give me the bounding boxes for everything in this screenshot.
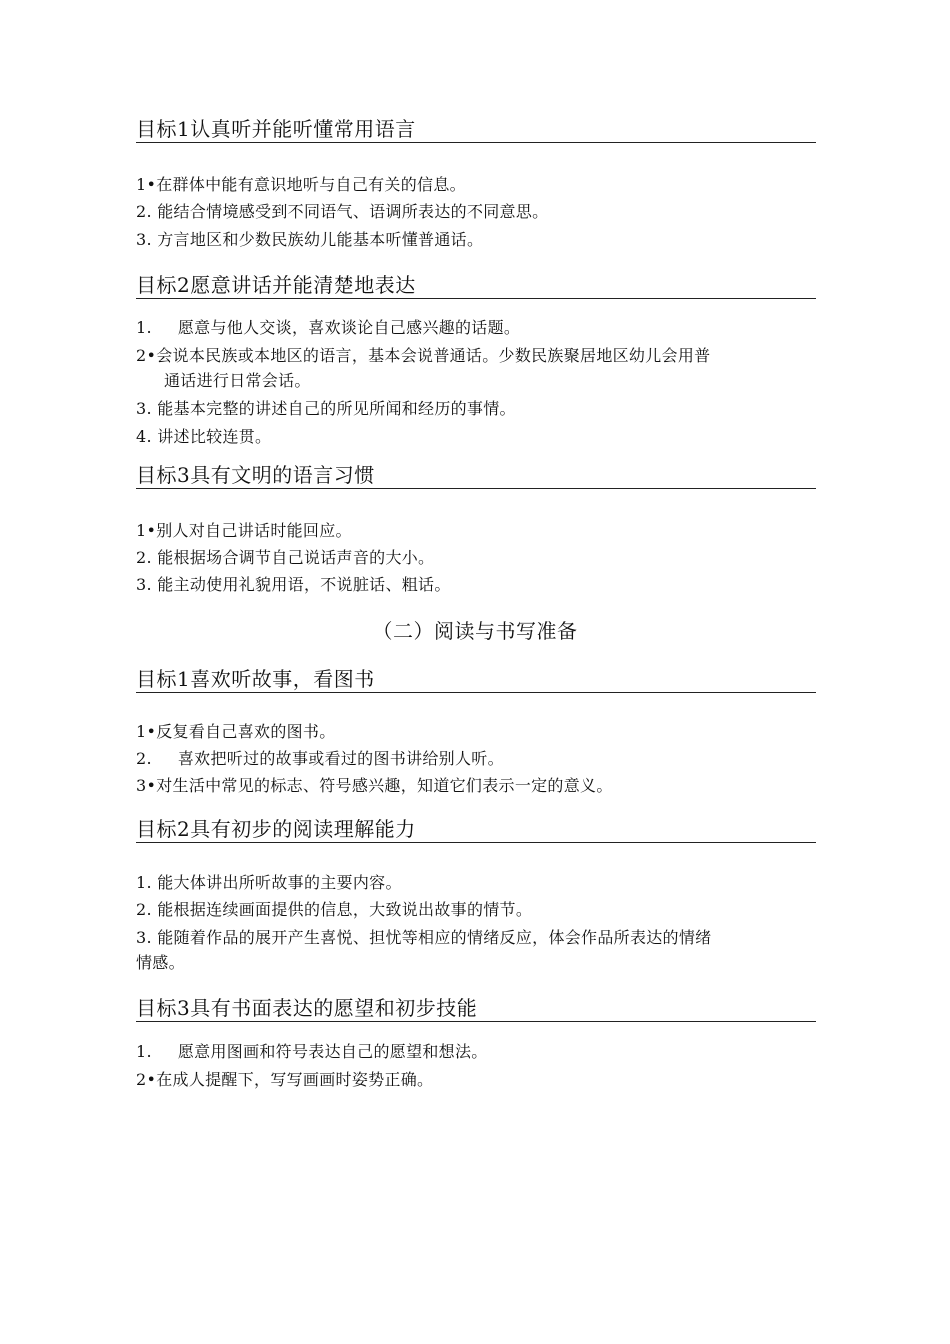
item-number: 1. (136, 1042, 152, 1061)
list-item: 4. 讲述比较连贯。 (136, 427, 272, 446)
item-text: 喜欢把听过的故事或看过的图书讲给别人听。 (177, 749, 504, 768)
item-line: 2•会说本民族或本地区的语言，基本会说普通话。少数民族聚居地区幼儿会用普 (136, 346, 711, 365)
list-item: 2. 能根据场合调节自己说话声音的大小。 (136, 548, 435, 567)
list-item: 2•在成人提醒下，写写画画时姿势正确。 (136, 1070, 434, 1089)
goal-heading: 目标2具有初步的阅读理解能力 (136, 816, 816, 843)
goal-heading: 目标3具有文明的语言习惯 (136, 462, 816, 489)
list-item (136, 748, 816, 770)
section-title: （二）阅读与书写准备 (372, 619, 578, 643)
list-item (136, 1041, 816, 1063)
goal-heading: 目标3具有书面表达的愿望和初步技能 (136, 995, 816, 1022)
list-item: 3. 方言地区和少数民族幼儿能基本听懂普通话。 (136, 230, 484, 249)
list-item: 3. 能主动使用礼貌用语，不说脏话、粗话。 (136, 575, 451, 594)
item-line-continued: 情感。 (136, 953, 185, 972)
list-item (136, 927, 816, 974)
list-item: 1•在群体中能有意识地听与自己有关的信息。 (136, 175, 466, 194)
list-item: 2. 能结合情境感受到不同语气、语调所表达的不同意思。 (136, 202, 549, 221)
list-item: 1. 能大体讲出所听故事的主要内容。 (136, 873, 402, 892)
list-item: 3. 能基本完整的讲述自己的所见所闻和经历的事情。 (136, 399, 516, 418)
goal-heading: 目标2愿意讲话并能清楚地表达 (136, 272, 816, 299)
item-text: 愿意与他人交谈，喜欢谈论自己感兴趣的话题。 (177, 318, 521, 337)
item-number: 1. (136, 318, 152, 337)
list-item (136, 317, 816, 339)
goal-heading: 目标1认真听并能听懂常用语言 (136, 116, 816, 143)
goal-heading: 目标1喜欢听故事，看图书 (136, 666, 816, 693)
item-line: 3. 能随着作品的展开产生喜悦、担忧等相应的情绪反应，体会作品所表达的情绪 (136, 928, 712, 947)
item-number: 2. (136, 749, 152, 768)
item-line-continued: 通话进行日常会话。 (164, 371, 311, 390)
list-item: 1•反复看自己喜欢的图书。 (136, 722, 336, 741)
list-item: 2. 能根据连续画面提供的信息，大致说出故事的情节。 (136, 900, 533, 919)
list-item: 3•对生活中常见的标志、符号感兴趣，知道它们表示一定的意义。 (136, 776, 613, 795)
list-item: 1•别人对自己讲话时能回应。 (136, 521, 352, 540)
list-item (136, 345, 816, 392)
item-text: 愿意用图画和符号表达自己的愿望和想法。 (177, 1042, 488, 1061)
